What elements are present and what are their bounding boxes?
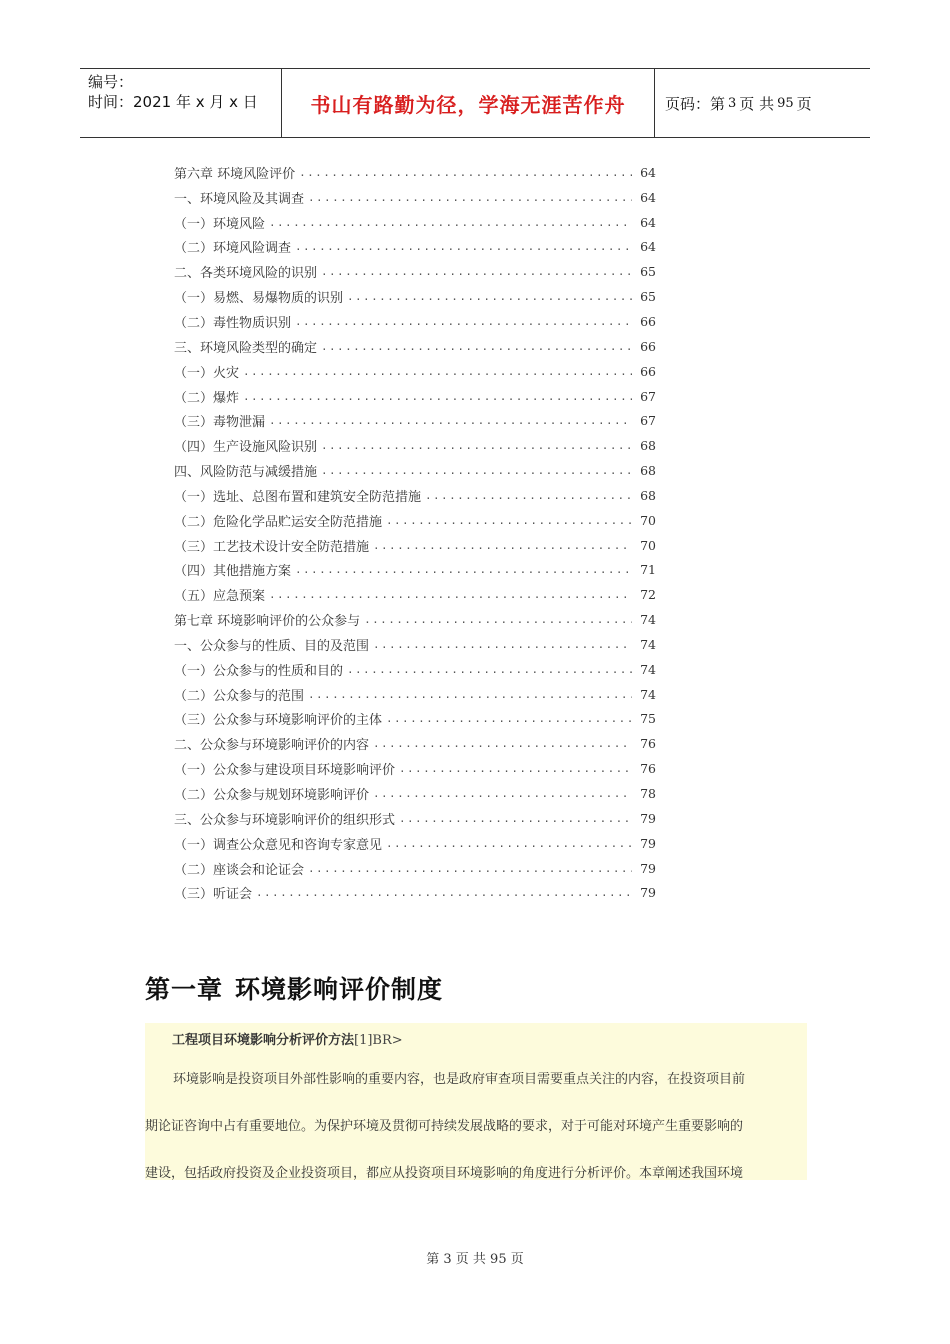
toc-entry-page: 66 xyxy=(640,363,656,379)
toc-entry[interactable] xyxy=(174,607,656,632)
toc-entry-label: （五）应急预案 xyxy=(174,589,266,605)
toc-entry-label: （一）选址、总图布置和建筑安全防范措施 xyxy=(174,489,422,505)
toc-leader-dots xyxy=(364,613,632,626)
toc-entry-page: 78 xyxy=(640,786,656,802)
toc-entry-page: 79 xyxy=(640,885,656,901)
toc-entry-label: 二、公众参与环境影响评价的内容 xyxy=(174,738,370,754)
chapter-number: 第一章 xyxy=(145,975,224,1004)
toc-entry[interactable] xyxy=(174,210,656,235)
toc-leader-dots xyxy=(308,191,632,204)
motto-text: 书山有路勤为径，学海无涯苦作舟 xyxy=(310,92,626,117)
toc-entry-page: 79 xyxy=(640,860,656,876)
toc-entry[interactable] xyxy=(174,259,656,284)
toc-entry-label: 二、各类环境风险的识别 xyxy=(174,266,318,282)
toc-entry[interactable] xyxy=(174,856,656,881)
toc-entry-page: 74 xyxy=(640,686,656,702)
toc-entry-page: 64 xyxy=(640,189,656,205)
header-page-cell xyxy=(655,69,870,137)
toc-leader-dots xyxy=(295,315,632,328)
toc-entry-label: （四）其他措施方案 xyxy=(174,564,292,580)
toc-entry[interactable] xyxy=(174,309,656,334)
toc-entry-label: （二）环境风险调查 xyxy=(174,241,292,257)
toc-entry[interactable] xyxy=(174,160,656,185)
toc-entry-page: 74 xyxy=(640,636,656,652)
toc-entry-label: （一）火灾 xyxy=(174,365,240,381)
table-of-contents xyxy=(174,160,656,905)
page-suffix: 页 xyxy=(796,94,812,113)
toc-entry-page: 65 xyxy=(640,289,656,305)
toc-leader-dots xyxy=(269,216,632,229)
header-motto-cell xyxy=(282,69,655,137)
toc-entry-label: 第六章 环境风险评价 xyxy=(174,166,296,182)
toc-leader-dots xyxy=(269,414,632,427)
toc-leader-dots xyxy=(373,539,632,552)
toc-leader-dots xyxy=(308,688,632,701)
toc-entry-page: 68 xyxy=(640,487,656,503)
toc-entry-page: 66 xyxy=(640,313,656,329)
toc-entry[interactable] xyxy=(174,533,656,558)
toc-leader-dots xyxy=(321,464,632,477)
toc-entry-page: 74 xyxy=(640,612,656,628)
toc-entry-page: 67 xyxy=(640,413,656,429)
paragraph-line: 建设，包括政府投资及企业投资项目，都应从投资项目环境影响的角度进行分析评价。本章阐述我国环境 xyxy=(145,1166,744,1181)
toc-entry[interactable] xyxy=(174,880,656,905)
chapter-title: 环境影响评价制度 xyxy=(235,975,444,1004)
toc-entry-label: （三）毒物泄漏 xyxy=(174,415,266,431)
toc-entry-label: 第七章 环境影响评价的公众参与 xyxy=(174,614,361,630)
toc-entry-label: （三）听证会 xyxy=(174,887,253,903)
toc-entry-label: 三、公众参与环境影响评价的组织形式 xyxy=(174,812,396,828)
toc-leader-dots xyxy=(295,563,632,576)
page-current: 3 xyxy=(728,95,737,111)
toc-leader-dots xyxy=(425,489,632,502)
toc-entry[interactable] xyxy=(174,185,656,210)
toc-entry[interactable] xyxy=(174,433,656,458)
toc-entry[interactable] xyxy=(174,731,656,756)
toc-entry-page: 64 xyxy=(640,164,656,180)
toc-leader-dots xyxy=(386,837,632,850)
toc-entry-label: （一）环境风险 xyxy=(174,216,266,232)
toc-entry-page: 79 xyxy=(640,835,656,851)
toc-entry[interactable] xyxy=(174,359,656,384)
toc-leader-dots xyxy=(373,787,632,800)
paragraph-line: 期论证咨询中占有重要地位。为保护环境及贯彻可持续发展战略的要求，对于可能对环境产生重要影响的 xyxy=(145,1119,744,1134)
toc-leader-dots xyxy=(256,886,632,899)
toc-entry-page: 70 xyxy=(640,537,656,553)
toc-entry[interactable] xyxy=(174,408,656,433)
toc-leader-dots xyxy=(321,265,632,278)
toc-entry-label: 三、环境风险类型的确定 xyxy=(174,340,318,356)
page-footer: 第 3 页 共 95 页 xyxy=(426,1252,524,1267)
toc-leader-dots xyxy=(295,240,632,253)
toc-leader-dots xyxy=(347,290,632,303)
toc-leader-dots xyxy=(243,365,632,378)
section-title-tag: [1]BR> xyxy=(354,1033,403,1048)
toc-leader-dots xyxy=(299,166,632,179)
toc-entry[interactable] xyxy=(174,508,656,533)
toc-entry-page: 66 xyxy=(640,338,656,354)
toc-entry[interactable] xyxy=(174,632,656,657)
toc-entry-label: （二）公众参与规划环境影响评价 xyxy=(174,788,370,804)
toc-entry-page: 64 xyxy=(640,214,656,230)
page-prefix: 页码：第 xyxy=(665,94,726,113)
toc-entry[interactable] xyxy=(174,806,656,831)
toc-entry[interactable] xyxy=(174,235,656,260)
toc-entry[interactable] xyxy=(174,458,656,483)
toc-entry[interactable] xyxy=(174,334,656,359)
toc-entry-label: （四）生产设施风险识别 xyxy=(174,440,318,456)
page-total: 95 xyxy=(777,95,794,111)
page-mid: 页 共 xyxy=(739,94,775,113)
toc-leader-dots xyxy=(321,340,632,353)
toc-leader-dots xyxy=(347,663,632,676)
toc-entry-label: 一、环境风险及其调查 xyxy=(174,191,305,207)
toc-entry-page: 70 xyxy=(640,512,656,528)
toc-entry-page: 68 xyxy=(640,463,656,479)
toc-leader-dots xyxy=(386,514,632,527)
toc-leader-dots xyxy=(373,638,632,651)
toc-entry-label: 一、公众参与的性质、目的及范围 xyxy=(174,638,370,654)
toc-leader-dots xyxy=(308,862,632,875)
toc-entry[interactable] xyxy=(174,384,656,409)
toc-leader-dots xyxy=(373,737,632,750)
toc-entry-label: （二）危险化学品贮运安全防范措施 xyxy=(174,514,383,530)
toc-leader-dots xyxy=(243,390,632,403)
toc-entry-page: 76 xyxy=(640,736,656,752)
page-header xyxy=(80,68,870,138)
toc-entry[interactable] xyxy=(174,756,656,781)
toc-entry[interactable] xyxy=(174,707,656,732)
paragraph-line: 环境影响是投资项目外部性影响的重要内容，也是政府审查项目需要重点关注的内容，在投资项目前 xyxy=(173,1072,746,1087)
toc-entry[interactable] xyxy=(174,483,656,508)
toc-entry[interactable] xyxy=(174,682,656,707)
toc-leader-dots xyxy=(399,812,632,825)
toc-entry-label: （二）爆炸 xyxy=(174,390,240,406)
toc-entry[interactable] xyxy=(174,831,656,856)
toc-entry-page: 65 xyxy=(640,264,656,280)
toc-entry-label: （一）公众参与建设项目环境影响评价 xyxy=(174,763,396,779)
section-title xyxy=(172,1029,403,1048)
toc-entry-page: 64 xyxy=(640,239,656,255)
toc-entry-page: 68 xyxy=(640,438,656,454)
toc-entry-page: 79 xyxy=(640,810,656,826)
toc-entry-label: （三）工艺技术设计安全防范措施 xyxy=(174,539,370,555)
doc-number-label: 编号： xyxy=(88,73,134,91)
toc-entry-label: （二）公众参与的范围 xyxy=(174,688,305,704)
header-info-cell xyxy=(80,69,282,137)
toc-entry[interactable] xyxy=(174,781,656,806)
toc-entry[interactable] xyxy=(174,558,656,583)
toc-leader-dots xyxy=(321,439,632,452)
toc-leader-dots xyxy=(269,588,632,601)
toc-entry-label: 四、风险防范与减缓措施 xyxy=(174,465,318,481)
toc-entry-page: 71 xyxy=(640,562,656,578)
toc-entry[interactable] xyxy=(174,582,656,607)
toc-entry[interactable] xyxy=(174,284,656,309)
toc-entry-label: （一）调查公众意见和咨询专家意见 xyxy=(174,837,383,853)
section-title-text: 工程项目环境影响分析评价方法 xyxy=(172,1033,355,1048)
toc-entry-page: 76 xyxy=(640,761,656,777)
chapter-heading xyxy=(145,970,443,1006)
toc-entry-page: 72 xyxy=(640,587,656,603)
toc-leader-dots xyxy=(399,762,632,775)
date-label: 时间：2021 年 x 月 x 日 xyxy=(88,93,258,111)
toc-entry-label: （二）毒性物质识别 xyxy=(174,315,292,331)
toc-entry[interactable] xyxy=(174,657,656,682)
toc-entry-label: （三）公众参与环境影响评价的主体 xyxy=(174,713,383,729)
toc-entry-label: （一）易燃、易爆物质的识别 xyxy=(174,291,344,307)
toc-entry-label: （一）公众参与的性质和目的 xyxy=(174,663,344,679)
toc-entry-label: （二）座谈会和论证会 xyxy=(174,862,305,878)
toc-entry-page: 67 xyxy=(640,388,656,404)
toc-leader-dots xyxy=(386,712,632,725)
toc-entry-page: 74 xyxy=(640,661,656,677)
toc-entry-page: 75 xyxy=(640,711,656,727)
